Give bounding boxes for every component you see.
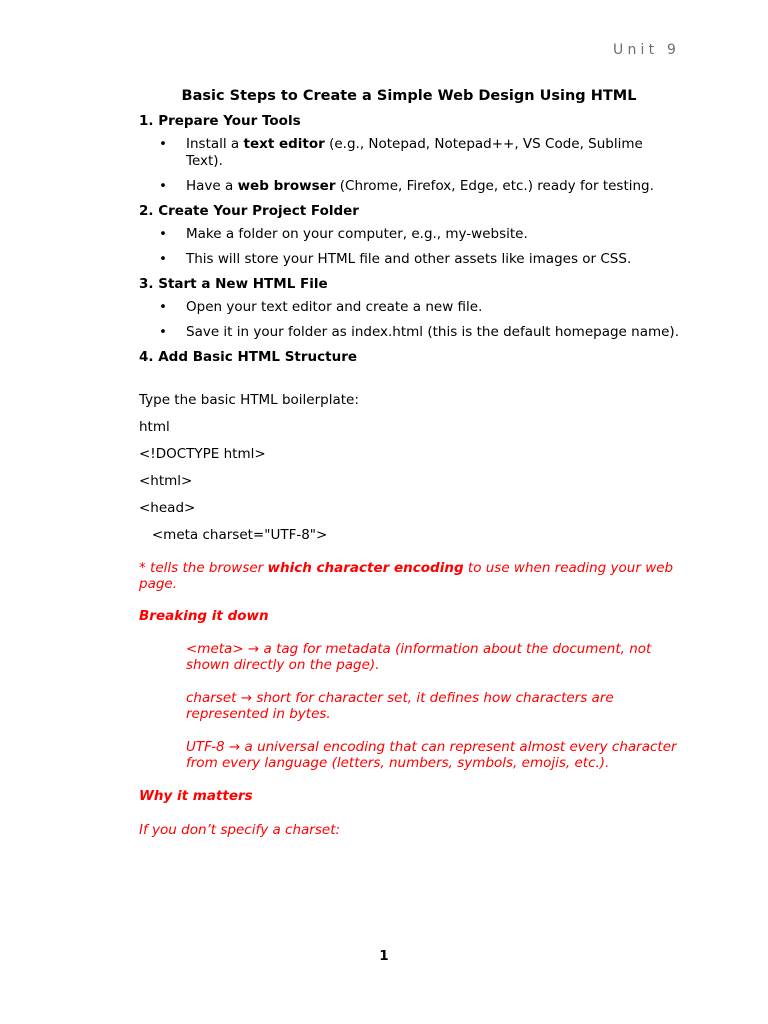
item-suffix: (Chrome, Firefox, Edge, etc.) ready for testing. bbox=[335, 178, 654, 194]
code-line: <!DOCTYPE html> bbox=[139, 446, 266, 462]
project-folder-list bbox=[139, 226, 679, 268]
item-text: Open your text editor and create a new file. bbox=[186, 299, 483, 315]
item-prefix: Install a bbox=[186, 136, 244, 152]
code-line: <html> bbox=[139, 473, 193, 489]
boilerplate-intro: Type the basic HTML boilerplate: bbox=[139, 392, 359, 408]
why-it-matters-heading: Why it matters bbox=[139, 788, 253, 804]
item-bold: text editor bbox=[243, 136, 325, 152]
section-heading-project-folder: 2. Create Your Project Folder bbox=[139, 203, 359, 219]
bullet-icon: • bbox=[159, 251, 167, 267]
item-bold: web browser bbox=[237, 178, 336, 194]
unit-label: Unit 9 bbox=[613, 42, 681, 58]
code-line: <meta charset="UTF-8"> bbox=[139, 527, 328, 543]
item-prefix: Have a bbox=[186, 178, 238, 194]
list-item bbox=[139, 136, 679, 170]
code-line: <head> bbox=[139, 500, 196, 516]
note-suffix: to use when reading your web page. bbox=[139, 560, 674, 592]
list-item bbox=[139, 251, 679, 268]
breakdown-item-meta: <meta> → a tag for metadata (information about the document, not shown directly on the page). bbox=[186, 641, 652, 673]
code-line: html bbox=[139, 419, 170, 435]
bullet-icon: • bbox=[159, 324, 167, 340]
document-body bbox=[139, 88, 679, 838]
bullet-icon: • bbox=[159, 299, 167, 315]
page-number: 1 bbox=[379, 948, 389, 964]
list-item bbox=[139, 299, 679, 316]
charset-note bbox=[139, 560, 679, 592]
item-text: Make a folder on your computer, e.g., my-website. bbox=[186, 226, 528, 242]
document-title: Basic Steps to Create a Simple Web Design Using HTML bbox=[181, 88, 637, 104]
section-heading-prepare-tools: 1. Prepare Your Tools bbox=[139, 113, 301, 129]
note-prefix: * tells the browser bbox=[139, 560, 268, 576]
new-html-file-list bbox=[139, 299, 679, 341]
section-heading-new-html-file: 3. Start a New HTML File bbox=[139, 276, 328, 292]
breaking-down-heading: Breaking it down bbox=[139, 608, 269, 624]
item-suffix: (e.g., Notepad, Notepad++, VS Code, Sublime Text). bbox=[186, 136, 643, 169]
bullet-icon: • bbox=[159, 136, 167, 152]
section-heading-basic-structure: 4. Add Basic HTML Structure bbox=[139, 349, 358, 365]
list-item bbox=[139, 324, 679, 341]
list-item bbox=[139, 178, 679, 195]
prepare-tools-list bbox=[139, 136, 679, 195]
item-text: This will store your HTML file and other assets like images or CSS. bbox=[186, 251, 632, 267]
breakdown-item-charset: charset → short for character set, it defines how characters are represented in bytes. bbox=[186, 690, 614, 722]
bullet-icon: • bbox=[159, 178, 167, 194]
note-bold: which character encoding bbox=[267, 560, 464, 576]
breakdown-item-utf8: UTF-8 → a universal encoding that can represent almost every character from every language (letters, numbers, symbols, emojis, etc.). bbox=[186, 739, 677, 771]
list-item bbox=[139, 226, 679, 243]
bullet-icon: • bbox=[159, 226, 167, 242]
item-text: Save it in your folder as index.html (this is the default homepage name). bbox=[186, 324, 679, 340]
why-it-matters-text: If you don’t specify a charset: bbox=[139, 822, 341, 838]
